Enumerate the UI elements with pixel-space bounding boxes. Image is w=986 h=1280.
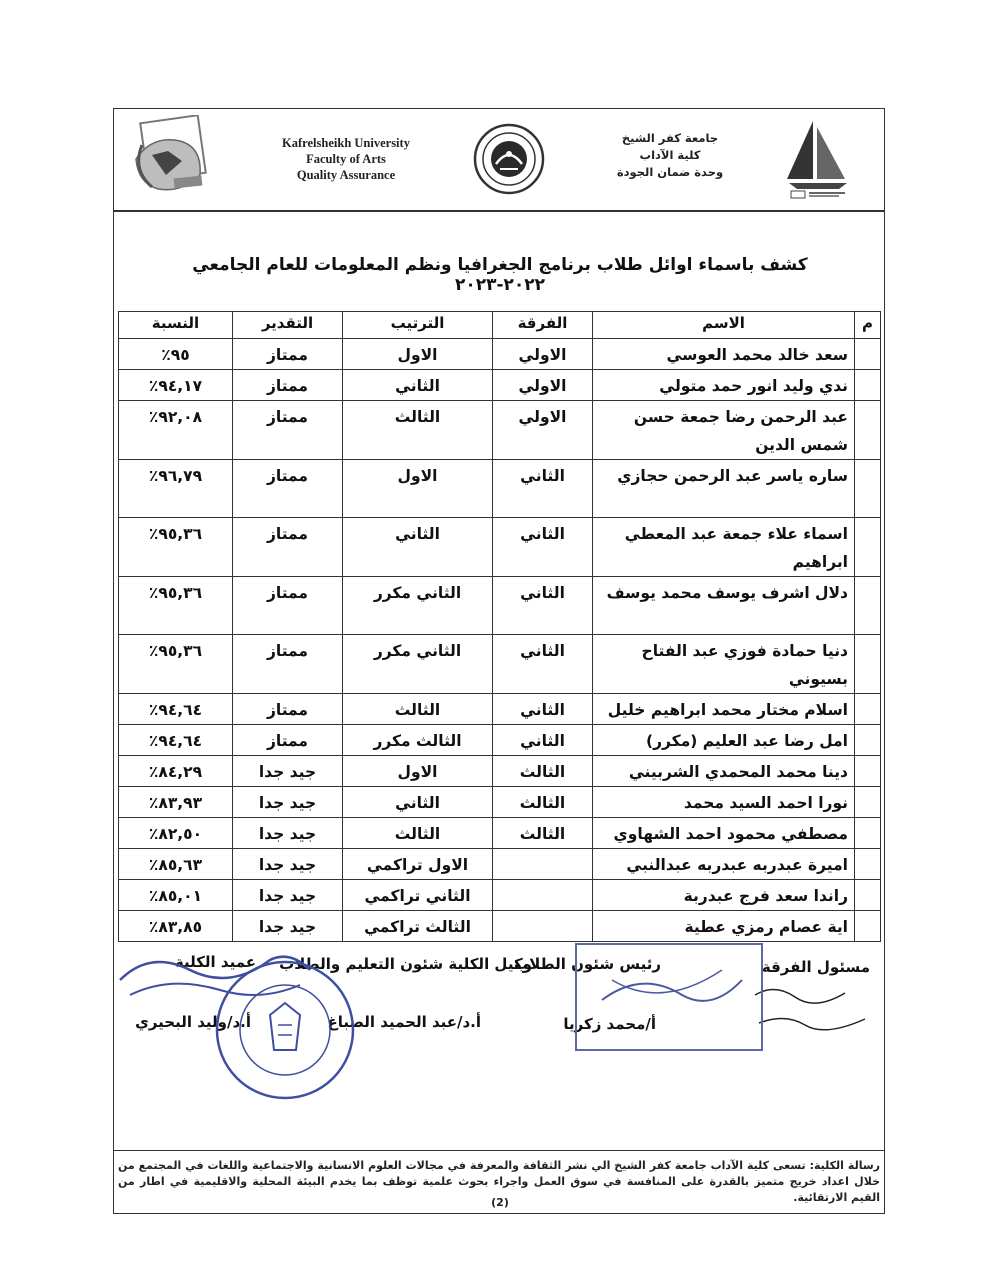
row-num [855, 911, 881, 942]
row-num [855, 339, 881, 370]
table-row [119, 460, 881, 518]
student-grade: ممتاز [233, 577, 343, 635]
header-grade: التقدير [233, 312, 343, 339]
student-name: دنيا حمادة فوزي عبد الفتاح بسيوني [593, 635, 855, 694]
faculty-seal-logo [470, 122, 548, 197]
uni-ar-line-3: وحدة ضمان الجودة [616, 165, 724, 179]
student-grade: ممتاز [233, 518, 343, 577]
student-grade: جيد جدا [233, 818, 343, 849]
dean-name: أ.د/وليد البحيري [135, 1013, 251, 1031]
student-year: الثاني [493, 694, 593, 725]
header-rank: الترتيب [343, 312, 493, 339]
student-name: دينا محمد المحمدي الشربيني [593, 756, 855, 787]
student-grade: ممتاز [233, 401, 343, 460]
student-percent: ٪٩٥ [119, 339, 233, 370]
student-grade: جيد جدا [233, 849, 343, 880]
student-rank: الاول [343, 756, 493, 787]
row-num [855, 849, 881, 880]
footer-divider [113, 1150, 885, 1151]
uni-ar-line-2: كلية الآداب [639, 148, 701, 162]
student-percent: ٪٩٤,١٧ [119, 370, 233, 401]
student-percent: ٪٨٣,٩٣ [119, 787, 233, 818]
table-row [119, 339, 881, 370]
student-name: دلال اشرف يوسف محمد يوسف [593, 577, 855, 635]
student-name: ندي وليد انور حمد متولي [593, 370, 855, 401]
mission-label: رسالة الكلية: [809, 1159, 880, 1172]
row-num [855, 818, 881, 849]
student-name: نورا احمد السيد محمد [593, 787, 855, 818]
student-year: الثالث [493, 756, 593, 787]
student-percent: ٪٩٤,٦٤ [119, 725, 233, 756]
header-num: م [855, 312, 881, 339]
table-row [119, 518, 881, 577]
student-grade: جيد جدا [233, 787, 343, 818]
row-num [855, 460, 881, 518]
student-grade: ممتاز [233, 460, 343, 518]
student-rank: الثالث [343, 818, 493, 849]
university-name-arabic [590, 130, 750, 181]
student-grade: ممتاز [233, 339, 343, 370]
header-percent: النسبة [119, 312, 233, 339]
row-num [855, 880, 881, 911]
student-grade: ممتاز [233, 635, 343, 694]
student-grade: جيد جدا [233, 756, 343, 787]
student-affairs-name: أ/محمد زكريا [563, 1015, 656, 1033]
student-rank: الثاني تراكمي [343, 880, 493, 911]
student-rank: الثاني [343, 518, 493, 577]
student-percent: ٪٨٥,٦٣ [119, 849, 233, 880]
student-name: عبد الرحمن رضا جمعة حسن شمس الدين [593, 401, 855, 460]
table-row [119, 370, 881, 401]
student-name: امل رضا عبد العليم (مكرر) [593, 725, 855, 756]
row-num [855, 370, 881, 401]
table-row [119, 635, 881, 694]
table-row [119, 694, 881, 725]
student-year: الثاني [493, 460, 593, 518]
student-grade: جيد جدا [233, 880, 343, 911]
student-rank: الثالث مكرر [343, 725, 493, 756]
row-num [855, 401, 881, 460]
student-percent: ٪٩٤,٦٤ [119, 694, 233, 725]
student-year: الثاني [493, 725, 593, 756]
dean-signature [110, 940, 320, 1020]
vice-dean-label: وكيل الكلية شئون التعليم والطلاب [279, 955, 532, 973]
student-grade: ممتاز [233, 370, 343, 401]
uni-en-line-2: Faculty of Arts [306, 152, 386, 166]
row-num [855, 756, 881, 787]
student-year: الثالث [493, 818, 593, 849]
document-title: كشف باسماء اوائل طلاب برنامج الجغرافيا ونظم المعلومات للعام الجامعي ٢٠٢٢-٢٠٢٣ [192, 255, 808, 295]
student-percent: ٪٩٥,٣٦ [119, 635, 233, 694]
student-year [493, 880, 593, 911]
student-percent: ٪٨٣,٨٥ [119, 911, 233, 942]
student-percent: ٪٨٥,٠١ [119, 880, 233, 911]
uni-ar-line-1: جامعة كفر الشيخ [621, 131, 719, 145]
table-row [119, 577, 881, 635]
student-grade: جيد جدا [233, 911, 343, 942]
student-percent: ٪٩٢,٠٨ [119, 401, 233, 460]
dean-label: عميد الكلية [174, 953, 256, 971]
student-percent: ٪٨٢,٥٠ [119, 818, 233, 849]
uni-en-line-1: Kafrelsheikh University [282, 136, 410, 150]
student-name: مصطفي محمود احمد الشهاوي [593, 818, 855, 849]
table-row [119, 880, 881, 911]
student-name: اية عصام رمزي عطية [593, 911, 855, 942]
table-row [119, 849, 881, 880]
students-table [118, 311, 881, 942]
student-rank: الثالث [343, 694, 493, 725]
student-name: اسلام مختار محمد ابراهيم خليل [593, 694, 855, 725]
student-grade: ممتاز [233, 694, 343, 725]
student-rank: الاول تراكمي [343, 849, 493, 880]
student-year: الثاني [493, 635, 593, 694]
header-name: الاسم [593, 312, 855, 339]
header-divider [113, 210, 885, 212]
page-number: (2) [491, 1196, 509, 1209]
row-num [855, 518, 881, 577]
row-num [855, 787, 881, 818]
student-rank: الثاني مكرر [343, 577, 493, 635]
student-percent: ٪٩٦,٧٩ [119, 460, 233, 518]
vice-dean-name: أ.د/عبد الحميد الصباغ [327, 1013, 481, 1031]
table-row [119, 756, 881, 787]
university-name-english [266, 135, 426, 183]
student-rank: الثاني [343, 787, 493, 818]
student-name: راندا سعد فرج عبدربة [593, 880, 855, 911]
table-row [119, 725, 881, 756]
student-year: الثالث [493, 787, 593, 818]
student-name: اسماء علاء جمعة عبد المعطي ابراهيم [593, 518, 855, 577]
row-num [855, 725, 881, 756]
row-num [855, 635, 881, 694]
university-logo [783, 117, 853, 199]
student-percent: ٪٩٥,٣٦ [119, 518, 233, 577]
student-name: ساره ياسر عبد الرحمن حجازي [593, 460, 855, 518]
student-year: الثاني [493, 518, 593, 577]
student-affairs-stamp [572, 940, 767, 1055]
student-name: اميرة عبدربه عبدربه عبدالنبي [593, 849, 855, 880]
table-row [119, 401, 881, 460]
student-rank: الثالث [343, 401, 493, 460]
table-header-row [119, 312, 881, 339]
student-percent: ٪٨٤,٢٩ [119, 756, 233, 787]
table-row [119, 787, 881, 818]
table-row [119, 911, 881, 942]
student-rank: الثالث تراكمي [343, 911, 493, 942]
student-rank: الاول [343, 339, 493, 370]
uni-en-line-3: Quality Assurance [296, 168, 396, 182]
student-affairs-label: رئيس شئون الطلاب [514, 955, 661, 973]
row-num [855, 694, 881, 725]
student-year [493, 911, 593, 942]
header-year: الفرقة [493, 312, 593, 339]
mission-text: تسعى كلية الآداب جامعة كفر الشيخ الي نشر الثقافة والمعرفة في مجالات العلوم الانسانية والاجتماعية واللغات في المجتمع من خلال اعداد خريج متميز بالقدرة على المنافسة في سوق العمل واجراء بحوث علمية توظف بما يخدم البيئة المحلية والاقليمية في اطار من القيم الارتقائية. [118, 1159, 880, 1204]
student-year: الاولي [493, 401, 593, 460]
student-percent: ٪٩٥,٣٦ [119, 577, 233, 635]
student-year: الثاني [493, 577, 593, 635]
student-rank: الثاني [343, 370, 493, 401]
year-officer-label: مسئول الفرقة [761, 958, 870, 976]
year-officer-signature [745, 975, 905, 1045]
student-rank: الاول [343, 460, 493, 518]
student-year: الاولي [493, 370, 593, 401]
table-row [119, 818, 881, 849]
student-grade: ممتاز [233, 725, 343, 756]
student-name: سعد خالد محمد العوسي [593, 339, 855, 370]
student-rank: الثاني مكرر [343, 635, 493, 694]
student-year: الاولي [493, 339, 593, 370]
quality-assurance-logo [122, 115, 214, 200]
row-num [855, 577, 881, 635]
student-year [493, 849, 593, 880]
